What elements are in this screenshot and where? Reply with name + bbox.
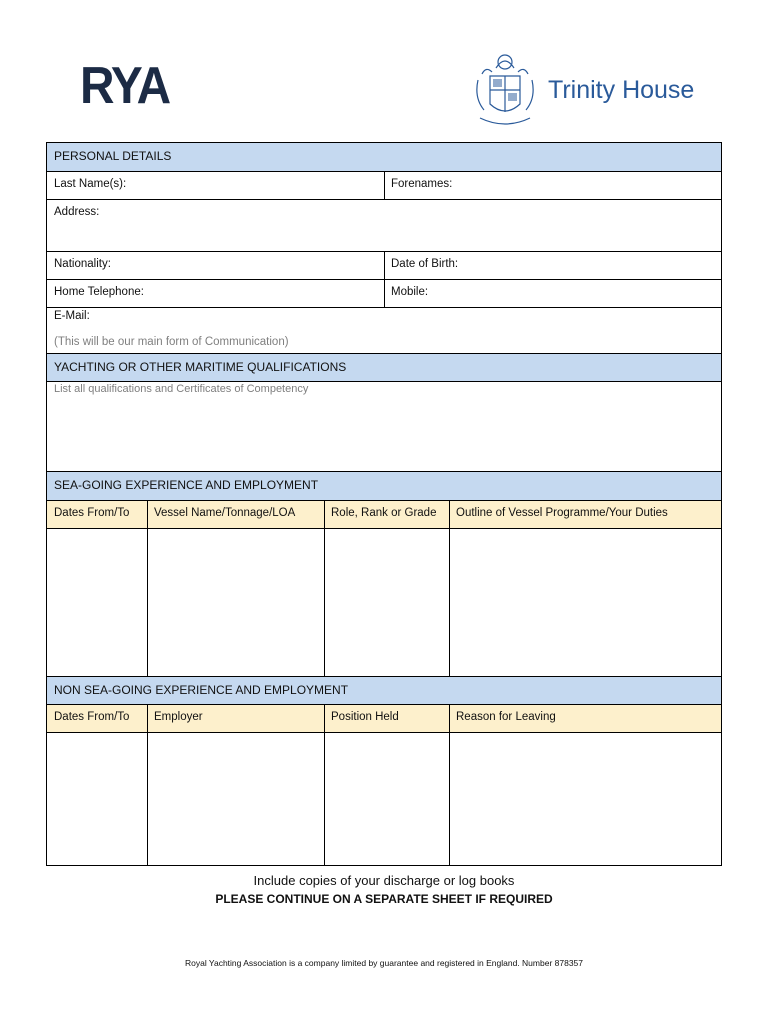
nonseagoing-dates-cell[interactable] <box>47 733 147 865</box>
seagoing-col-vessel: Vessel Name/Tonnage/LOA <box>154 507 296 519</box>
nonseagoing-col-reason: Reason for Leaving <box>456 711 556 723</box>
last-name-field[interactable] <box>47 172 384 199</box>
email-row <box>47 308 721 354</box>
seagoing-dates-cell[interactable] <box>47 529 147 676</box>
seagoing-duties-cell[interactable] <box>449 529 721 676</box>
address-label: Address: <box>54 206 100 218</box>
telephone-row <box>47 280 721 308</box>
qualifications-area <box>47 382 721 472</box>
qualifications-header <box>47 354 721 382</box>
legal-notice: Royal Yachting Association is a company limited by guarantee and registered in England. Number 878357 <box>184 958 583 968</box>
home-telephone-field[interactable] <box>47 280 384 307</box>
date-of-birth-label: Date of Birth: <box>391 258 459 270</box>
continue-note: PLEASE CONTINUE ON A SEPARATE SHEET IF REQUIRED <box>215 892 553 906</box>
nationality-row <box>47 252 721 280</box>
seagoing-column-headers <box>47 501 721 529</box>
seagoing-title: SEA-GOING EXPERIENCE AND EMPLOYMENT <box>54 478 319 492</box>
seagoing-col-role: Role, Rank or Grade <box>331 507 437 519</box>
seagoing-body <box>47 529 721 677</box>
seagoing-col-dates: Dates From/To <box>54 507 130 519</box>
mobile-field[interactable] <box>384 280 721 307</box>
email-field[interactable] <box>47 308 721 353</box>
personal-details-header <box>47 143 721 172</box>
trinity-house-text: Trinity House <box>548 76 695 104</box>
qualifications-field[interactable] <box>47 382 721 471</box>
nonseagoing-col-dates: Dates From/To <box>54 711 130 723</box>
nonseagoing-position-cell[interactable] <box>324 733 449 865</box>
name-row <box>47 172 721 200</box>
nonseagoing-employer-cell[interactable] <box>147 733 324 865</box>
seagoing-col-duties: Outline of Vessel Programme/Your Duties <box>456 507 668 519</box>
seagoing-vessel-cell[interactable] <box>147 529 324 676</box>
home-telephone-label: Home Telephone: <box>54 286 144 298</box>
application-form <box>46 142 722 866</box>
last-name-label: Last Name(s): <box>54 178 127 190</box>
nonseagoing-header <box>47 677 721 705</box>
nationality-label: Nationality: <box>54 258 111 270</box>
address-field[interactable] <box>47 200 721 251</box>
crest-icon <box>470 46 540 136</box>
log-books-note: Include copies of your discharge or log books <box>253 873 515 888</box>
nonseagoing-title: NON SEA-GOING EXPERIENCE AND EMPLOYMENT <box>54 683 349 697</box>
nonseagoing-column-headers <box>47 705 721 733</box>
nonseagoing-body <box>47 733 721 865</box>
seagoing-role-cell[interactable] <box>324 529 449 676</box>
nonseagoing-reason-cell[interactable] <box>449 733 721 865</box>
address-row <box>47 200 721 252</box>
nationality-field[interactable] <box>47 252 384 279</box>
personal-details-title: PERSONAL DETAILS <box>54 149 172 163</box>
email-label: E-Mail: <box>54 310 90 322</box>
email-note: (This will be our main form of Communication) <box>54 336 289 348</box>
nonseagoing-col-position: Position Held <box>331 711 399 723</box>
date-of-birth-field[interactable] <box>384 252 721 279</box>
rya-logo: RYA <box>80 57 170 115</box>
seagoing-header <box>47 472 721 501</box>
mobile-label: Mobile: <box>391 286 429 298</box>
qualifications-title: YACHTING OR OTHER MARITIME QUALIFICATIONS <box>54 360 347 374</box>
forenames-label: Forenames: <box>391 178 453 190</box>
nonseagoing-col-employer: Employer <box>154 711 203 723</box>
qualifications-hint: List all qualifications and Certificates of Competency <box>54 383 309 395</box>
forenames-field[interactable] <box>384 172 721 199</box>
